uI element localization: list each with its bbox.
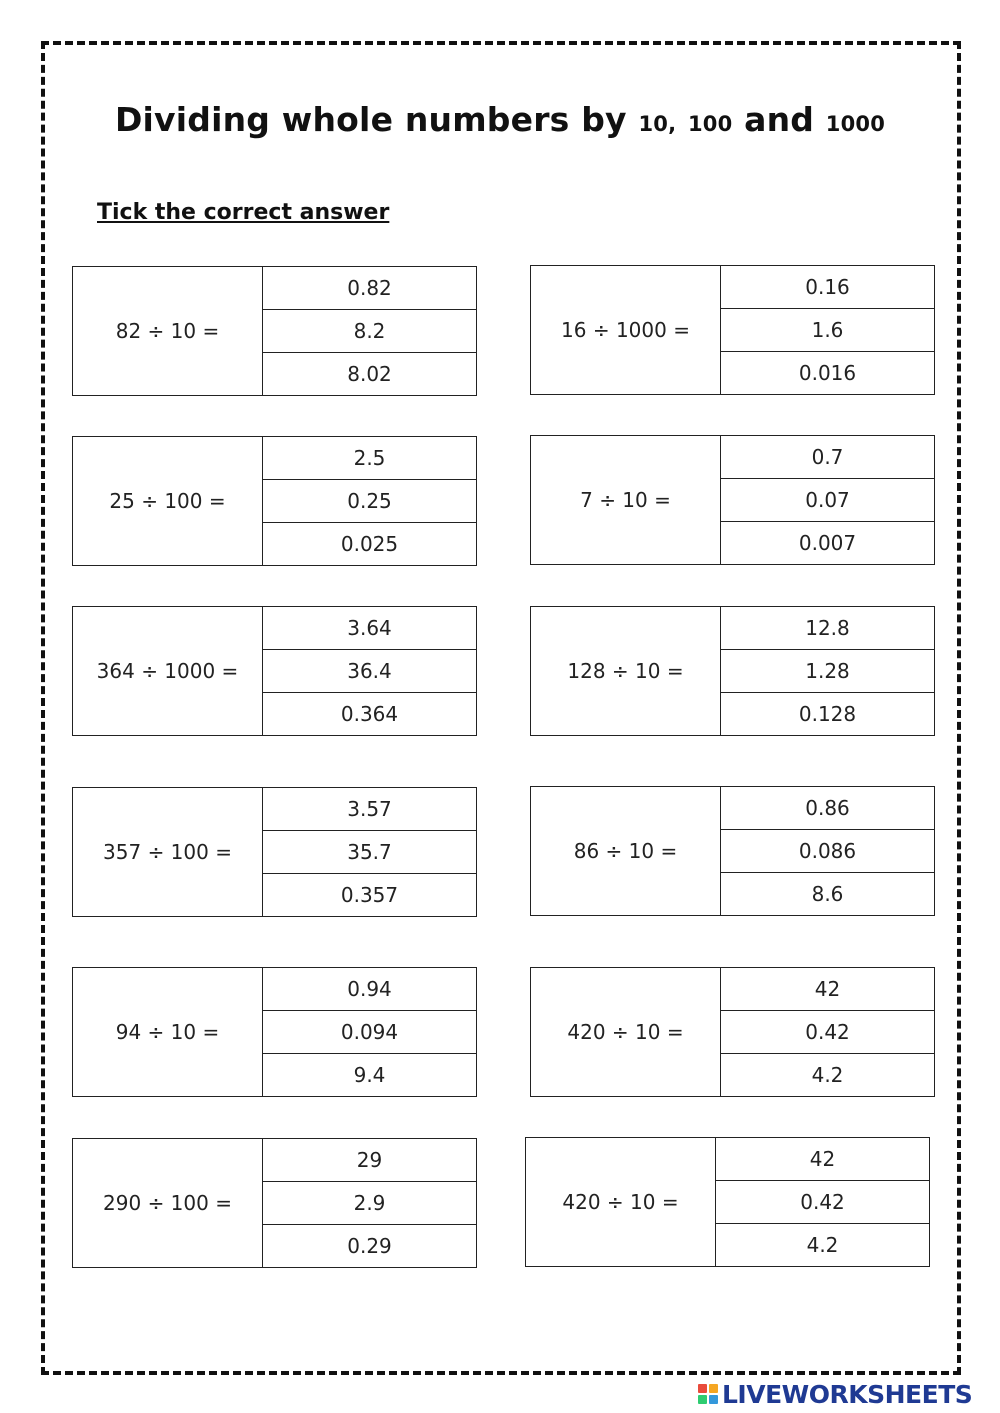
answer-option[interactable]: 4.2 xyxy=(806,1233,839,1257)
title-number-100: 100 xyxy=(687,112,733,136)
logo-square xyxy=(709,1395,718,1404)
answer-option[interactable]: 35.7 xyxy=(263,831,476,874)
question-expression: 86 ÷ 10 = xyxy=(531,787,721,915)
question-box xyxy=(530,786,935,916)
answer-option[interactable]: 3.64 xyxy=(263,607,476,650)
answer-option[interactable]: 12.8 xyxy=(721,607,934,650)
answer-option[interactable]: 0.29 xyxy=(347,1234,392,1258)
answer-option[interactable]: 0.128 xyxy=(798,702,857,726)
answer-option[interactable]: 0.086 xyxy=(721,830,934,873)
question-expression: 82 ÷ 10 = xyxy=(73,267,263,395)
question-box xyxy=(72,266,477,396)
answer-option[interactable]: 1.6 xyxy=(721,309,934,352)
instruction: Tick the correct answer xyxy=(97,200,390,225)
question-expression: 290 ÷ 100 = xyxy=(73,1139,263,1267)
page-title xyxy=(0,100,1000,139)
question-expression: 364 ÷ 1000 = xyxy=(73,607,263,735)
answer-option[interactable]: 8.2 xyxy=(263,310,476,353)
question-box xyxy=(72,787,477,917)
question-box xyxy=(72,436,477,566)
question-box xyxy=(72,1138,477,1268)
answer-option[interactable]: 2.9 xyxy=(263,1182,476,1225)
title-number-10: 10, xyxy=(638,112,677,136)
answer-option[interactable]: 0.364 xyxy=(340,702,399,726)
answer-option[interactable]: 4.2 xyxy=(811,1063,844,1087)
answer-option[interactable]: 8.02 xyxy=(347,362,392,386)
answer-option[interactable]: 29 xyxy=(263,1139,476,1182)
answer-option[interactable]: 0.007 xyxy=(798,531,857,555)
answer-option[interactable]: 2.5 xyxy=(263,437,476,480)
answer-option[interactable]: 1.28 xyxy=(721,650,934,693)
title-and: and xyxy=(744,100,815,139)
question-box xyxy=(530,606,935,736)
answer-option[interactable]: 0.016 xyxy=(798,361,857,385)
question-expression: 94 ÷ 10 = xyxy=(73,968,263,1096)
answer-option[interactable]: 3.57 xyxy=(263,788,476,831)
logo-text: LIVEWORKSHEETS xyxy=(722,1379,973,1409)
logo-square xyxy=(698,1384,707,1393)
answer-option[interactable]: 0.094 xyxy=(263,1011,476,1054)
question-box xyxy=(530,435,935,565)
answer-option[interactable]: 0.82 xyxy=(263,267,476,310)
question-box xyxy=(72,606,477,736)
title-text: Dividing whole numbers by xyxy=(114,100,627,139)
question-expression: 357 ÷ 100 = xyxy=(73,788,263,916)
answer-option[interactable]: 42 xyxy=(716,1138,929,1181)
question-box xyxy=(72,967,477,1097)
answer-option[interactable]: 0.42 xyxy=(721,1011,934,1054)
question-box xyxy=(525,1137,930,1267)
answer-option[interactable]: 0.94 xyxy=(263,968,476,1011)
question-expression: 7 ÷ 10 = xyxy=(531,436,721,564)
answer-option[interactable]: 0.7 xyxy=(721,436,934,479)
answer-option[interactable]: 0.42 xyxy=(716,1181,929,1224)
answer-option[interactable]: 8.6 xyxy=(811,882,844,906)
answer-option[interactable]: 0.16 xyxy=(721,266,934,309)
title-number-1000: 1000 xyxy=(825,112,886,136)
logo-square xyxy=(709,1384,718,1393)
question-expression: 25 ÷ 100 = xyxy=(73,437,263,565)
answer-option[interactable]: 0.07 xyxy=(721,479,934,522)
question-box xyxy=(530,265,935,395)
answer-option[interactable]: 36.4 xyxy=(263,650,476,693)
answer-option[interactable]: 0.25 xyxy=(263,480,476,523)
question-box xyxy=(530,967,935,1097)
answer-option[interactable]: 9.4 xyxy=(353,1063,386,1087)
question-expression: 420 ÷ 10 = xyxy=(526,1138,716,1266)
answer-option[interactable]: 0.025 xyxy=(340,532,399,556)
question-expression: 420 ÷ 10 = xyxy=(531,968,721,1096)
answer-option[interactable]: 42 xyxy=(721,968,934,1011)
answer-option[interactable]: 0.86 xyxy=(721,787,934,830)
question-expression: 16 ÷ 1000 = xyxy=(531,266,721,394)
logo-icon xyxy=(698,1384,718,1404)
liveworksheets-logo[interactable] xyxy=(698,1378,972,1410)
logo-square xyxy=(698,1395,707,1404)
question-expression: 128 ÷ 10 = xyxy=(531,607,721,735)
answer-option[interactable]: 0.357 xyxy=(340,883,399,907)
